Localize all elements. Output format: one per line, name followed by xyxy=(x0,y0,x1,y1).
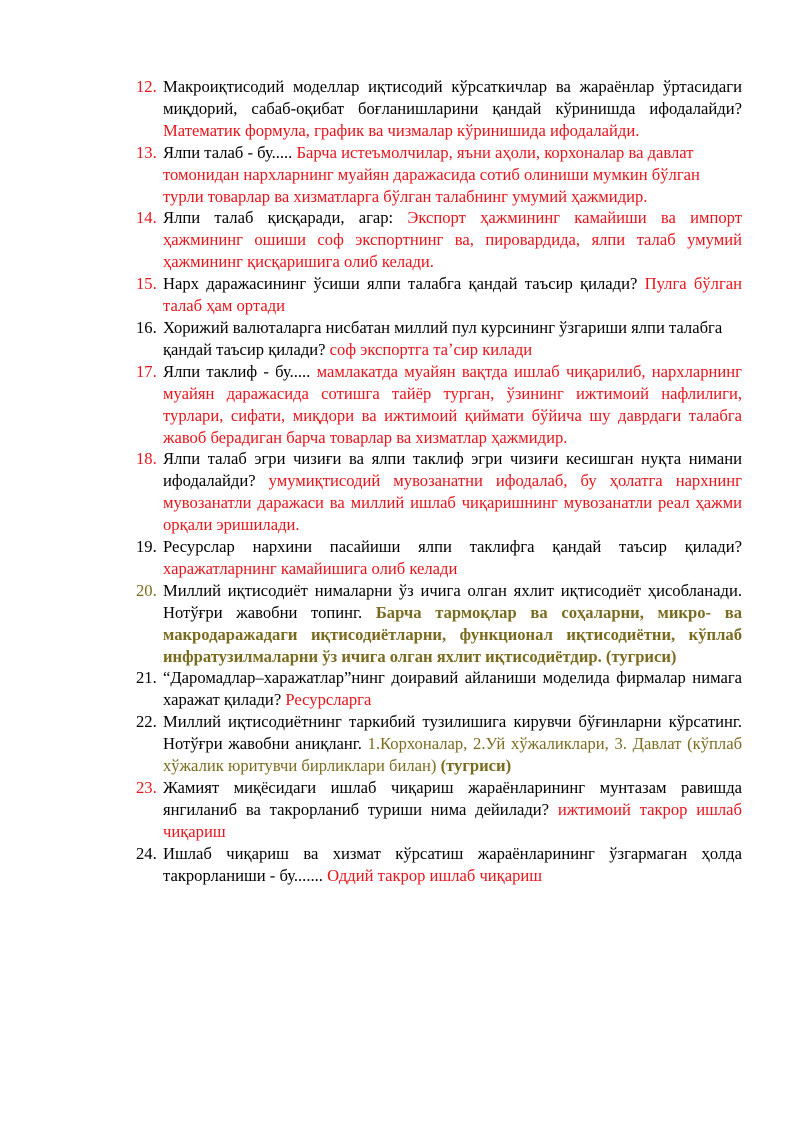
answer-text: соф экспортга таʼсир килади xyxy=(329,339,533,359)
question-list xyxy=(136,76,742,887)
question-13 xyxy=(136,142,742,208)
answer-text: Барча истеъмолчилар, яъни аҳоли, корхоналар ва давлат томонидан нархларнинг муайян даражасида сотиб олиниши мумкин бўлган турли товарлар ва хизматларга бўлган талабнинг умумий ҳажмидир. xyxy=(163,142,700,206)
question-20 xyxy=(136,580,742,668)
question-number: 16. xyxy=(136,317,157,337)
question-text: Макроиқтисодий моделлар иқтисодий кўрсаткичлар ва жараёнлар ўртасидаги миқдорий, сабаб-оқибат боғланишларини қандай кўринишда ифодалайди? xyxy=(163,77,742,118)
question-18 xyxy=(136,448,742,536)
question-number: 17. xyxy=(136,361,157,381)
question-number: 13. xyxy=(136,142,157,162)
question-text: Миллий иқтисодиётнинг таркибий тузилишига кирувчи бўғинларни кўрсатинг. Нотўғри жавобни аниқланг. xyxy=(163,712,742,754)
question-number: 15. xyxy=(136,274,157,294)
question-text: Ялпи таклиф - бу..... xyxy=(163,361,317,381)
answer-text: харажатларнинг камайишига олиб келади xyxy=(163,558,458,578)
question-number: 23. xyxy=(136,778,157,797)
question-14 xyxy=(136,207,742,273)
answer-text: ижтимоий такрор ишлаб чиқариш xyxy=(163,799,742,841)
question-15 xyxy=(136,273,742,317)
question-number: 21. xyxy=(136,668,157,688)
question-16 xyxy=(136,317,742,361)
question-text: Нарх даражасининг ўсиши ялпи талабга қандай таъсир қилади? xyxy=(163,274,645,294)
question-22 xyxy=(136,711,742,777)
question-number: 12. xyxy=(136,77,157,96)
answer-text: умумиқтисодий мувозанатни ифодалаб, бу ҳолатга нархнинг мувозанатли даражаси ва миллий ишлаб чиқаришнинг мувозанатли реал ҳажми орқали эришилади. xyxy=(163,471,742,535)
answer-text: Оддий такрор ишлаб чиқариш xyxy=(327,865,543,885)
question-24 xyxy=(136,843,742,887)
question-number: 19. xyxy=(136,537,157,557)
question-text: Жамият миқёсидаги ишлаб чиқариш жараёнларининг мунтазам равишда янгиланиб ва такрорланиб туриши нима дейилади? xyxy=(163,778,742,819)
answer-suffix: (тугриси) xyxy=(440,756,512,776)
question-text: “Даромадлар–харажатлар”нинг доиравий айланиши моделида фирмалар нимага харажат қилади? xyxy=(163,668,742,710)
answer-text: Барча тармоқлар ва соҳаларни, микро- ва макродаражадаги иқтисодиётларни, функционал иқтисодиётни, кўплаб инфратузилмаларни ўз ичига олган яхлит иқтисодиётдир. (тугриси) xyxy=(163,602,742,666)
answer-text: мамлакатда муайян вақтда ишлаб чиқарилиб, нархларнинг муайян даражасида сотишга тайёр турган, ўзининг ижтимоий нафлилиги, турлари, сифати, миқдори ва ижтимоий қиймати бўйича шу даврдаги талабга жавоб берадиган барча товарлар ва хизматлар ҳажмидир. xyxy=(163,361,742,447)
answer-text: Математик формула, график ва чизмалар кўринишида ифодалайди. xyxy=(163,120,640,140)
question-number: 14. xyxy=(136,208,157,228)
question-text: Ресурслар нархини пасайиши ялпи таклифга қандай таъсир қилади? xyxy=(163,537,742,557)
answer-text: Экспорт ҳажмининг камайиши ва импорт ҳажмининг ошиши соф экспортнинг ва, пировардида, ялпи талаб умумий ҳажмининг қисқаришига олиб келади. xyxy=(163,208,742,272)
answer-text: Ресурсларга xyxy=(285,690,372,710)
question-23 xyxy=(136,777,742,843)
answer-text: 1.Корхоналар, 2.Уй хўжаликлари, 3. Давлат (кўплаб хўжалик юритувчи бирликлари билан) xyxy=(163,734,743,776)
question-number: 20. xyxy=(136,580,157,600)
question-number: 18. xyxy=(136,449,157,469)
question-19 xyxy=(136,536,742,580)
question-17 xyxy=(136,361,742,449)
question-number: 24. xyxy=(136,843,157,863)
question-text: Ялпи талаб - бу..... xyxy=(163,142,297,162)
question-text: Хорижий валюталарга нисбатан миллий пул курсининг ўзгариши ялпи талабга қандай таъсир қилади? xyxy=(163,317,723,359)
answer-text: Пулга бўлган талаб ҳам ортади xyxy=(163,274,742,316)
question-21 xyxy=(136,667,742,711)
question-text: Ишлаб чиқариш ва хизмат кўрсатиш жараёнларининг ўзгармаган ҳолда такрорланиши - бу....... xyxy=(163,843,742,885)
question-number: 22. xyxy=(136,712,157,732)
question-text: Миллий иқтисодиёт нималарни ўз ичига олган яхлит иқтисодиёт ҳисобланади. Нотўғри жавобни топинг. xyxy=(163,580,742,622)
question-text: Ялпи талаб қисқаради, агар: xyxy=(163,208,408,228)
question-text: Ялпи талаб эгри чизиғи ва ялпи таклиф эгри чизиғи кесишган нуқта нимани ифодалайди? xyxy=(163,449,742,491)
question-12 xyxy=(136,76,742,142)
